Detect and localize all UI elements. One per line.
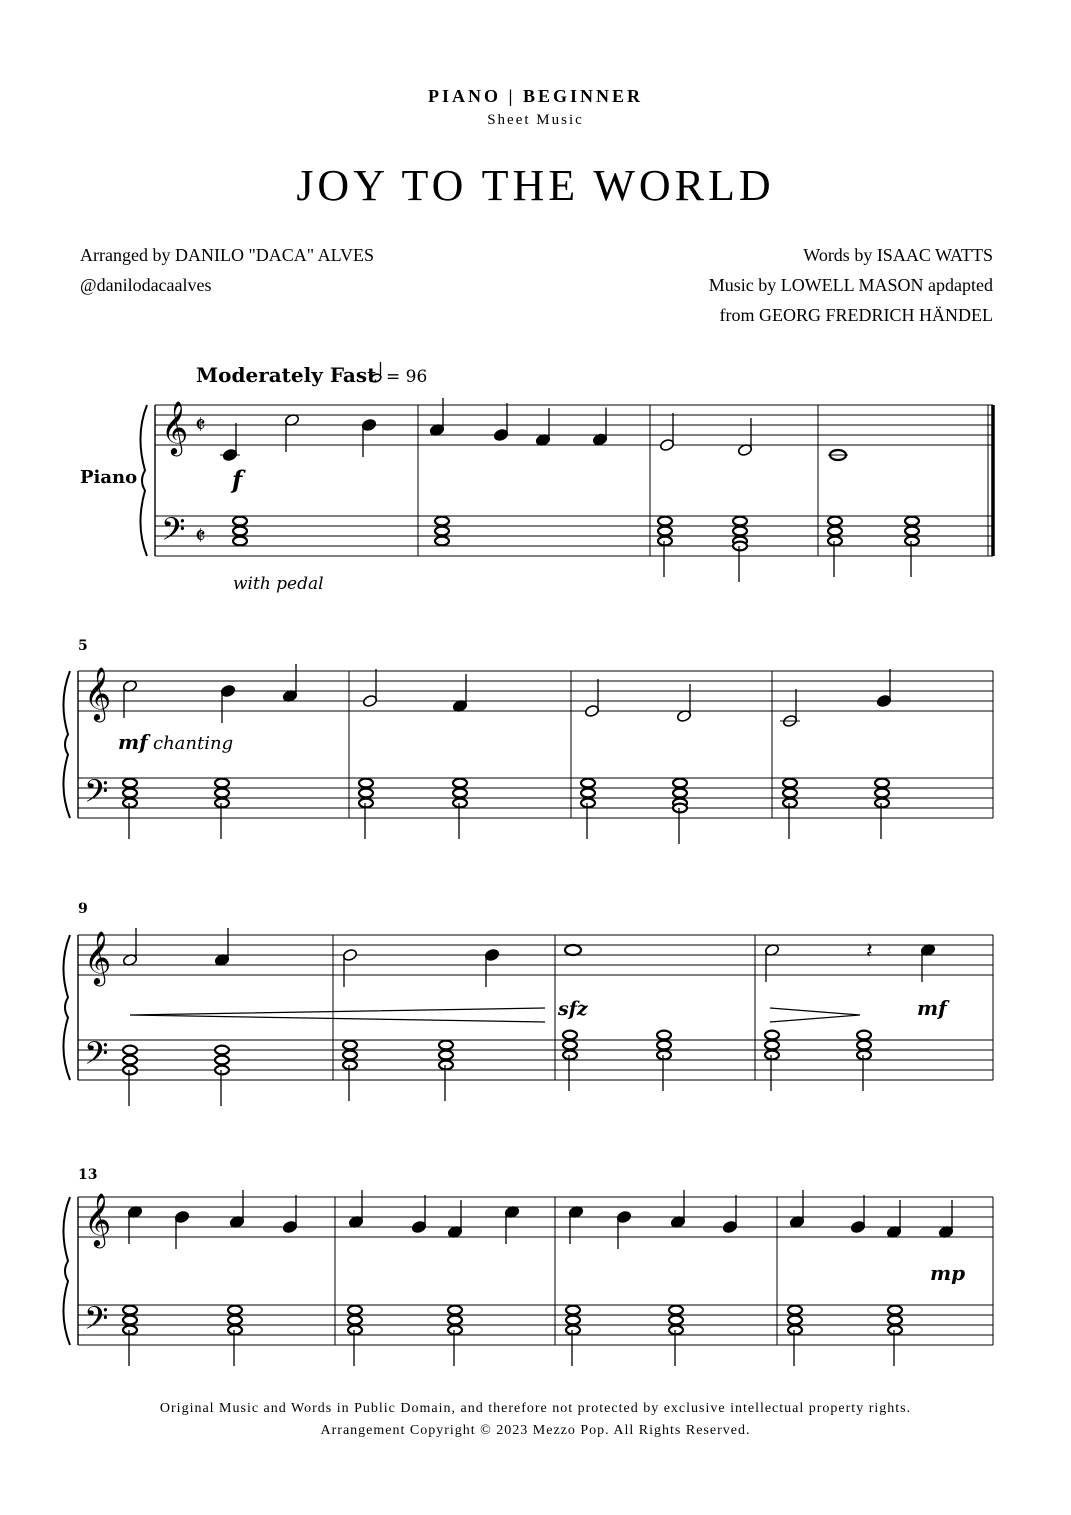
chord-note <box>348 1306 362 1315</box>
chord-note <box>857 1051 871 1060</box>
measure-number-5: 5 <box>78 638 88 654</box>
chord-note <box>857 1041 871 1050</box>
chord-note <box>215 1056 229 1065</box>
chord-note <box>905 517 919 526</box>
music-credit-line2: from GEORG FREDRICH HÄNDEL <box>719 305 993 325</box>
chord-note <box>435 527 449 536</box>
chord-note <box>828 517 842 526</box>
song-title: JOY TO THE WORLD <box>296 161 775 210</box>
chord-note <box>453 799 467 808</box>
chord-note <box>888 1316 902 1325</box>
dynamic-mezzo-forte: mf <box>917 996 947 1020</box>
chord-note <box>875 779 889 788</box>
public-domain-notice: Original Music and Words in Public Domain, and therefore not protected by exclusive intellectual property rights. <box>159 1401 912 1416</box>
music-credit-line1: Music by LOWELL MASON apdapted <box>708 275 993 295</box>
notes-layer <box>84 398 954 1366</box>
chord-note <box>788 1326 802 1335</box>
chord-note <box>828 537 842 546</box>
bass-clef-icon: 𝄢 <box>84 1035 109 1079</box>
chord-note <box>233 517 247 526</box>
chord-note <box>733 517 747 526</box>
chord-note <box>765 1051 779 1060</box>
chord-note <box>673 804 687 813</box>
chord-note <box>215 1066 229 1075</box>
chord-note <box>215 789 229 798</box>
chord-note <box>439 1061 453 1070</box>
chord-note <box>905 537 919 546</box>
chord-note <box>658 527 672 536</box>
chord-note <box>765 1041 779 1050</box>
chord-note <box>439 1041 453 1050</box>
instrument-label: Piano <box>80 467 138 488</box>
chord-note <box>657 1031 671 1040</box>
chord-note <box>733 527 747 536</box>
words-credit: Words by ISAAC WATTS <box>803 245 993 265</box>
system-brace <box>63 935 70 1080</box>
chord-note <box>673 789 687 798</box>
chord-note <box>359 779 373 788</box>
chord-note <box>228 1316 242 1325</box>
chord-note <box>448 1316 462 1325</box>
chord-note <box>123 789 137 798</box>
chord-note <box>233 527 247 536</box>
cut-time-icon: 𝄵 <box>195 522 206 550</box>
chord-note <box>435 517 449 526</box>
chord-note <box>453 789 467 798</box>
treble-clef-icon: 𝄞 <box>161 400 189 454</box>
chord-note <box>783 779 797 788</box>
chord-note <box>765 1031 779 1040</box>
chord-note <box>439 1051 453 1060</box>
chord-note <box>828 527 842 536</box>
chord-note <box>123 1306 137 1315</box>
copyright-footer <box>0 1398 1071 1442</box>
chord-note <box>343 1061 357 1070</box>
chord-note <box>435 537 449 546</box>
chord-note <box>657 1051 671 1060</box>
chord-note <box>123 1066 137 1075</box>
chord-note <box>343 1051 357 1060</box>
arrangement-copyright: Arrangement Copyright © 2023 Mezzo Pop. All Rights Reserved. <box>320 1423 751 1438</box>
chord-note <box>123 1326 137 1335</box>
arranger-handle: @danilodacaalves <box>80 275 212 295</box>
chord-note <box>857 1031 871 1040</box>
chord-note <box>783 789 797 798</box>
chord-note <box>783 799 797 808</box>
chord-note <box>448 1306 462 1315</box>
chord-note <box>215 1046 229 1055</box>
chord-note <box>669 1306 683 1315</box>
system-brace <box>63 1197 70 1345</box>
chord-note <box>788 1316 802 1325</box>
measure-number-13: 13 <box>78 1167 98 1183</box>
chord-note <box>658 537 672 546</box>
arranger-name: Arranged by DANILO "DACA" ALVES <box>80 245 375 265</box>
chord-note <box>123 1056 137 1065</box>
chord-note <box>733 542 747 551</box>
measure-number-9: 9 <box>78 901 88 917</box>
chord-note <box>563 1031 577 1040</box>
chord-note <box>669 1316 683 1325</box>
chord-note <box>123 779 137 788</box>
dynamic-mezzo-piano: mp <box>930 1261 966 1285</box>
dynamic-mezzo-forte-chanting: mf <box>118 730 148 754</box>
whole-note <box>565 945 581 955</box>
chord-note <box>905 527 919 536</box>
chord-note <box>788 1306 802 1315</box>
chord-note <box>581 789 595 798</box>
pedal-instruction: with pedal <box>233 574 324 594</box>
chord-note <box>669 1326 683 1335</box>
chord-note <box>228 1326 242 1335</box>
chord-note <box>888 1306 902 1315</box>
chord-note <box>215 799 229 808</box>
chord-note <box>566 1326 580 1335</box>
chord-note <box>123 799 137 808</box>
chord-note <box>875 799 889 808</box>
chord-note <box>566 1306 580 1315</box>
chord-note <box>228 1306 242 1315</box>
chord-note <box>359 789 373 798</box>
chord-note <box>233 537 247 546</box>
chord-note <box>657 1041 671 1050</box>
bass-clef-icon: 𝄢 <box>161 511 186 555</box>
treble-clef-icon: 𝄞 <box>84 1192 112 1246</box>
cut-time-icon: 𝄵 <box>195 411 206 439</box>
chord-note <box>123 1046 137 1055</box>
chord-note <box>658 517 672 526</box>
dynamic-sforzando: sfz <box>558 998 588 1020</box>
chord-note <box>673 779 687 788</box>
chord-note <box>453 779 467 788</box>
tempo-value: = 96 <box>386 367 428 387</box>
chord-note <box>581 779 595 788</box>
tempo-marking: Moderately Fast <box>196 363 377 387</box>
chord-note <box>215 779 229 788</box>
chord-note <box>343 1041 357 1050</box>
category-label: PIANO | BEGINNER <box>428 86 643 106</box>
system-brace <box>63 671 70 818</box>
chord-note <box>348 1326 362 1335</box>
subtitle-label: Sheet Music <box>487 112 584 128</box>
chord-note <box>563 1041 577 1050</box>
quarter-rest-icon: 𝄽 <box>866 939 873 964</box>
bass-clef-icon: 𝄢 <box>84 1300 109 1344</box>
chord-note <box>563 1051 577 1060</box>
chanting-expression: chanting <box>153 733 234 754</box>
chord-note <box>888 1326 902 1335</box>
dynamic-forte: f <box>232 465 243 494</box>
treble-clef-icon: 𝄞 <box>84 666 112 720</box>
chord-note <box>581 799 595 808</box>
chord-note <box>359 799 373 808</box>
chord-note <box>348 1316 362 1325</box>
bass-clef-icon: 𝄢 <box>84 773 109 817</box>
chord-note <box>566 1316 580 1325</box>
chord-note <box>875 789 889 798</box>
system-brace <box>140 405 147 556</box>
treble-clef-icon: 𝄞 <box>84 930 112 984</box>
chord-note <box>123 1316 137 1325</box>
decrescendo-hairpin <box>770 1008 860 1022</box>
chord-note <box>448 1326 462 1335</box>
crescendo-hairpin <box>130 1008 545 1022</box>
